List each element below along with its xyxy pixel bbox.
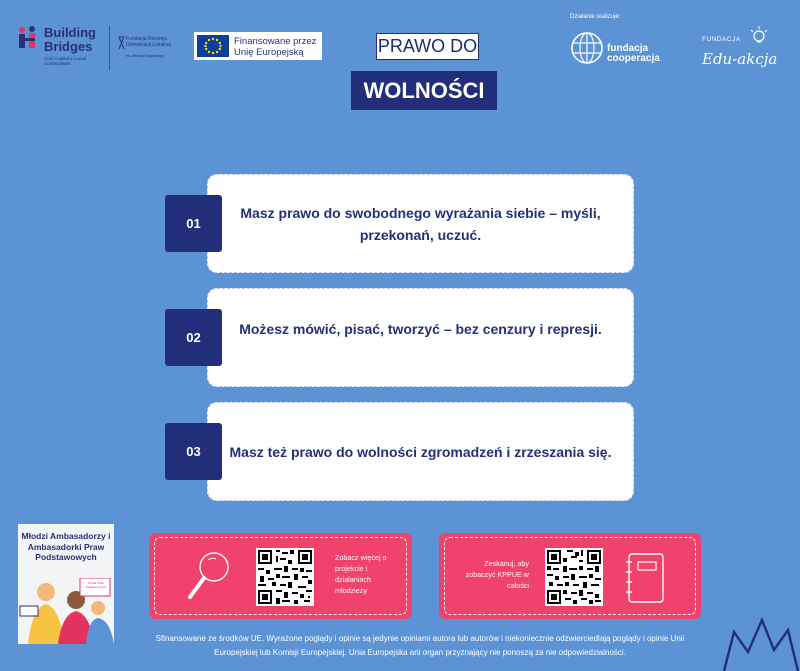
eduakcja-name: Edu-akcja (702, 50, 778, 68)
right-number-3: 03 (165, 423, 222, 480)
eduakcja-prefix: FUNDACJA (702, 36, 741, 43)
building-bridges-icon (18, 26, 40, 50)
poster-title: Młodzi Ambasadorzy i Ambasadorki Praw Podstawowych (21, 531, 111, 562)
project-info-panel (149, 533, 412, 619)
right-text-1: Masz prawo do swobodnego wyrażania siebie – myśli, przekonań, uczuć. (240, 204, 601, 243)
building-bridges-title-2: Bridges (44, 39, 93, 54)
cooperacja-globe-icon (570, 31, 604, 65)
lightbulb-icon (748, 24, 770, 50)
right-card-3 (207, 402, 634, 501)
eu-funding-line1: Finansowane przez (234, 36, 317, 47)
building-bridges-logo (18, 24, 108, 74)
title-line1: PRAWO DO (376, 33, 479, 60)
eu-funding-line2: Unię Europejską (234, 47, 304, 58)
title-line2: WOLNOŚCI (351, 71, 497, 110)
frdl-logo (118, 36, 188, 66)
poster-sign-text: Środa Praw Podstawowych (85, 581, 106, 589)
cooperacja-line1: fundacja (607, 43, 649, 54)
right-text-2: Możesz mówić, pisać, tworzyć – bez cenzury i represji. (239, 320, 602, 337)
right-number-1: 01 (165, 195, 222, 252)
frdl-sub: im. Jerzego Regulskiego (126, 54, 165, 58)
eu-disclaimer: Sfinansowane ze środków UE. Wyrażone poglądy i opinie są jedynie opiniami autora lub autorów i niekoniecznie odzwierciedlają poglądy i opinie Unii Europejskiej lub Komisji Europejskiej. Unia Europejska ani organ przyznający nie ponoszą za nie odpowiedzialności. (155, 634, 685, 657)
right-card-1 (207, 174, 634, 273)
realizer-label: Działanie realizuje: (570, 14, 621, 20)
frdl-ribbon-icon (118, 36, 125, 50)
magnifier-icon (186, 547, 234, 607)
ambassadors-poster (18, 524, 114, 644)
cooperacja-line2: cooperacja (607, 53, 660, 64)
project-info-text: Zobacz więcej o projekcie i działaniach młodzieży (335, 553, 387, 595)
right-card-2 (207, 288, 634, 387)
right-text-3: Masz też prawo do wolności zgromadzeń i zrzeszania się. (229, 443, 612, 460)
charter-qr-code[interactable] (545, 548, 603, 606)
frdl-name: Fundacja Rozwoju Demokracji Lokalnej (126, 36, 172, 48)
eu-flag-icon (197, 35, 229, 57)
charter-info-panel (439, 533, 701, 619)
crown-decoration-icon (722, 612, 800, 671)
charter-info-text: Zeskanuj, aby zobaczyć KPPUE w całości (465, 559, 529, 590)
notebook-icon (623, 550, 667, 606)
building-bridges-title-1: Building (44, 25, 96, 40)
project-qr-code[interactable] (256, 548, 314, 606)
right-number-2: 02 (165, 309, 222, 366)
logo-divider (109, 26, 110, 70)
building-bridges-subtitle: Civic Capital in Local Communities (44, 56, 86, 66)
eu-funding-logo (194, 32, 322, 60)
